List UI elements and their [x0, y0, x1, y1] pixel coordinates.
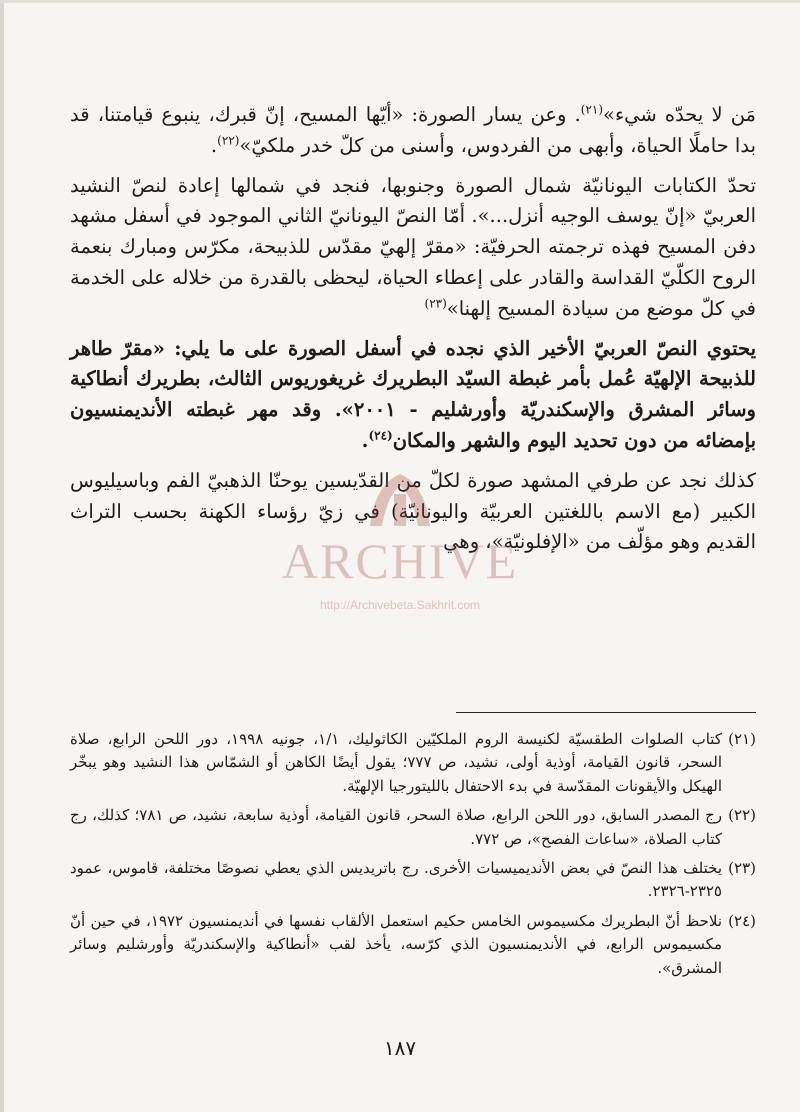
footnote-number: (٢٣) [728, 859, 756, 878]
body-paragraph [70, 466, 756, 558]
footnote-text: يختلف هذا النصّ في بعض الأنديميسيات الأخرى. رج باتريديس الذي يعطي نصوصًا مختلفة، قاموس، عمود ٢٣٢٥-٢٣٢٦. [70, 859, 722, 901]
paragraph-text: مَن لا يحدّه شيء» [603, 103, 756, 126]
paragraph-text: . وعن يسار الصورة: «أيّها المسيح، إنّ قبرك، ينبوع قيامتنا، قد بدا حاملًا الحياة، وأبهى من الفردوس، وأسنى من كلّ خدر ملكيّ» [70, 103, 756, 157]
watermark-url: http://Archivebeta.Sakhrit.com [319, 598, 481, 612]
paragraph-text: تحدّ الكتابات اليونانيّة شمال الصورة وجنوبها، فنجد في شمالها إعادة لنصّ النشيد العربيّ «إنّ يوسف الوجيه أنزل...». أمّا النصّ اليونانيّ الثاني الموجود في أسفل مشهد دفن المسيح فهذه ترجمته الحرفيّة: «مقرّ إلهيّ مقدّس للذبيحة، مكرّس ومبارك بنعمة الروح الكلّيّ القداسة والقادر على إعطاء الحياة، ليحظى بالقدرة من خلاله على الخدمة في كلّ موضع من سيادة المسيح إلهنا» [70, 173, 756, 320]
paragraph-text: . [361, 428, 369, 452]
footnote-ref: (٢٤) [368, 428, 393, 443]
footnote [70, 857, 756, 904]
paragraph-text: يحتوي النصّ العربيّ الأخير الذي نجده في أسفل الصورة على ما يلي: «مقرّ طاهر للذبيحة الإلهيّة عُمل بأمر غبطة السيّد البطريرك غريغوريوس الثالث، بطريرك أنطاكية وسائر المشرق والإسكندريّة وأورشليم - ٢٠٠١». وقد مهر غبطته الأنديمنسيون بإمضائه من دون تحديد اليوم والشهر والمكان [70, 336, 756, 452]
footnote-text: نلاحظ أنّ البطريرك مكسيموس الخامس حكيم استعمل الألقاب نفسها في أنديمنسيون ١٩٧٢، في حين أنّ مكسيموس الرابع، في الأنديمنسيون الذي كرّسه، يأخذ لقب «أنطاكية والإسكندريّة وأورشليم وسائر المشرق». [70, 911, 723, 977]
footnote-number: (٢١) [728, 730, 756, 748]
body-paragraph [70, 171, 756, 325]
footnote-number: (٢٢) [728, 806, 756, 825]
footnote-ref: (٢١) [580, 102, 604, 117]
paragraph-text: كذلك نجد عن طرفي المشهد صورة لكلّ من القدّيسين يوحنّا الذهبيّ الفم وباسيليوس الكبير (مع الاسم باللغتين العربيّة واليونانيّة) في زيّ رؤساء الكهنة بحسب التراث القديم وهو مؤلّف من «الإفلونيّة»، وهي [70, 468, 756, 554]
footnotes [70, 728, 756, 986]
footnote-text: رج المصدر السابق، دور اللحن الرابع، صلاة السحر، قانون القيامة، أوذية سابعة، نشيد، ص ٧٨١؛ كذلك، رج كتاب الصلاة، «ساعات الفصح»، ص ٧٧٢. [70, 806, 722, 848]
page-frame-edge [0, 0, 4, 1112]
body-paragraph [70, 100, 756, 162]
body-text [70, 100, 756, 567]
footnote [70, 910, 756, 980]
page-number: ١٨٧ [383, 1036, 417, 1060]
footnote-text: كتاب الصلوات الطقسيّة لكنيسة الروم الملكيّين الكاثوليك، ١/١، جونيه ١٩٩٨، دور اللحن الرابع، صلاة السحر، قانون القيامة، أوذية أولى، نشيد، ص ٧٧٧؛ يقول أيضًا الكاهن أو الشمّاس هذا النشيد وهو يبخّر الهيكل والأيقونات المقدّسة في بدء الاحتفال بالليتورجيا الإلهيّة. [70, 730, 722, 795]
page-frame-top-edge [0, 0, 800, 3]
paragraph-text: . [210, 133, 218, 157]
body-paragraph [70, 334, 756, 457]
watermark-title: ARCHIVE [281, 533, 519, 589]
footnote-ref: (٢٢) [217, 133, 240, 148]
footnote [70, 728, 756, 798]
footnote [70, 804, 756, 851]
footnote-separator [456, 712, 756, 713]
footnote-ref: (٢٣) [424, 296, 447, 311]
footnote-number: (٢٤) [728, 911, 757, 930]
